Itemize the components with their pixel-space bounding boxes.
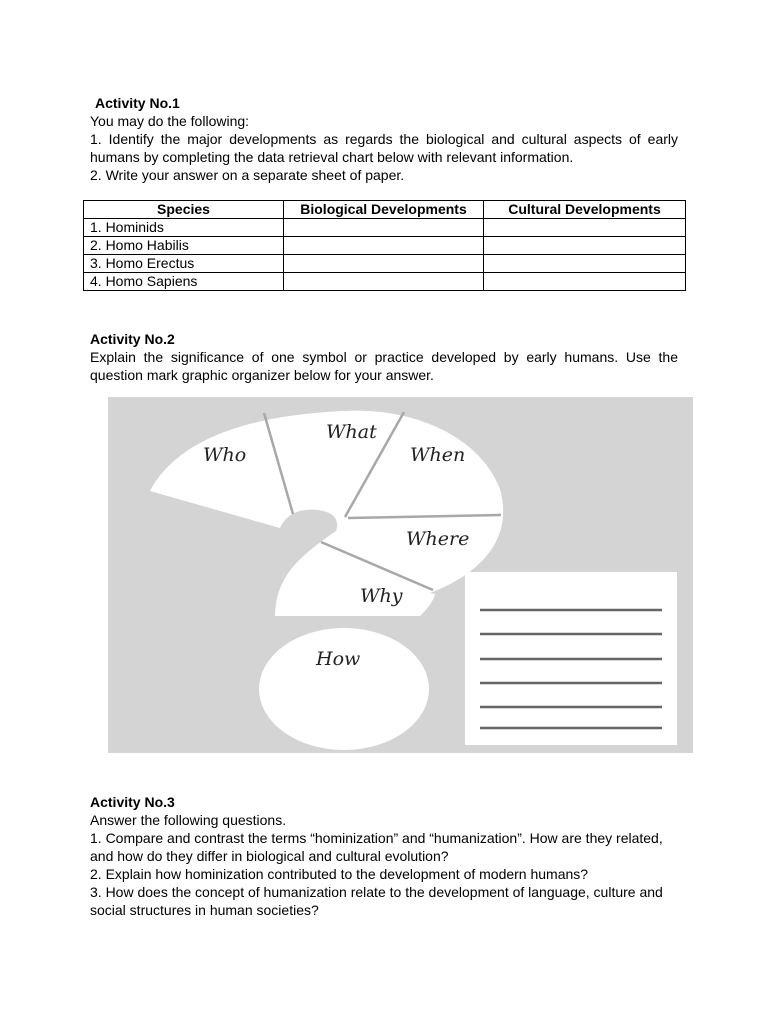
activity-1-title: Activity No.1 xyxy=(95,95,180,111)
header-cultural: Cultural Developments xyxy=(484,201,686,219)
activity-1-section xyxy=(90,94,678,184)
activity-2-section xyxy=(90,330,678,384)
label-when: When xyxy=(410,444,466,466)
activity-3-question-1: 1. Compare and contrast the terms “hominization” and “humanization”. How are they related, and how do they differ in biological and cultural evolution? xyxy=(90,830,663,864)
activity-2-title: Activity No.2 xyxy=(90,331,175,347)
cultural-cell xyxy=(484,237,686,255)
biological-cell xyxy=(284,255,484,273)
species-cell: 3. Homo Erectus xyxy=(84,255,284,273)
label-where: Where xyxy=(406,528,470,550)
header-species: Species xyxy=(84,201,284,219)
data-retrieval-chart xyxy=(83,200,686,291)
how-oval xyxy=(259,628,429,750)
species-cell: 2. Homo Habilis xyxy=(84,237,284,255)
label-what: What xyxy=(326,421,377,443)
cultural-cell xyxy=(484,219,686,237)
label-why: Why xyxy=(360,585,403,607)
activity-1-item-2: 2. Write your answer on a separate sheet of paper. xyxy=(90,167,405,183)
activity-1-intro: You may do the following: xyxy=(90,113,250,129)
activity-3-section xyxy=(90,793,678,919)
activity-3-question-3: 3. How does the concept of humanization relate to the development of language, culture and social structures in human societies? xyxy=(90,884,663,918)
label-how: How xyxy=(316,648,361,670)
biological-cell xyxy=(284,273,484,291)
species-cell: 4. Homo Sapiens xyxy=(84,273,284,291)
cultural-cell xyxy=(484,255,686,273)
activity-3-title: Activity No.3 xyxy=(90,794,175,810)
activity-2-text: Explain the significance of one symbol or practice developed by early humans. Use the question mark graphic organizer below for your answer. xyxy=(90,349,678,383)
label-who: Who xyxy=(203,444,247,466)
activity-3-intro: Answer the following questions. xyxy=(90,812,287,828)
table-row xyxy=(84,237,686,255)
question-mark-organizer xyxy=(108,397,693,753)
table-row xyxy=(84,219,686,237)
cultural-cell xyxy=(484,273,686,291)
table-row xyxy=(84,273,686,291)
biological-cell xyxy=(284,219,484,237)
table-row xyxy=(84,255,686,273)
table-header-row xyxy=(84,201,686,219)
species-cell: 1. Hominids xyxy=(84,219,284,237)
activity-1-item-1: 1. Identify the major developments as regards the biological and cultural aspects of early humans by completing the data retrieval chart below with relevant information. xyxy=(90,131,678,165)
biological-cell xyxy=(284,237,484,255)
activity-3-question-2: 2. Explain how hominization contributed to the development of modern humans? xyxy=(90,866,589,882)
header-biological: Biological Developments xyxy=(284,201,484,219)
